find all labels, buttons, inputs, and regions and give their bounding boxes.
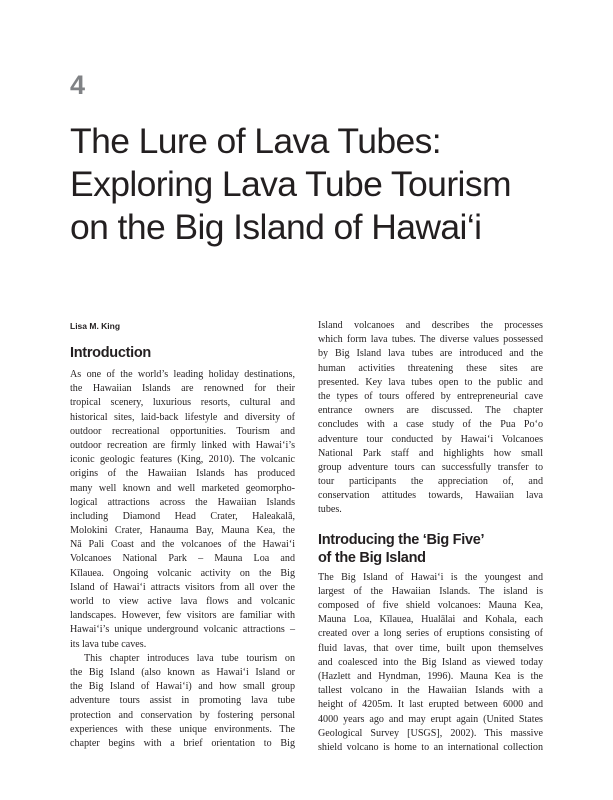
text-line: chapter begins with a brief orientation to Big	[70, 737, 295, 749]
text-line: human activities threatening these sites are	[318, 362, 543, 374]
text-line: by Big Island lava tubes are introduced and the	[318, 348, 543, 360]
text-line: origins of the Hawaiian Islands has produced	[70, 468, 295, 480]
text-line: height of 4205m. It last erupted between 6000 and	[318, 699, 543, 711]
text-line: its lava tube caves.	[70, 638, 147, 650]
text-line: protection and conservation by fostering personal	[70, 709, 295, 721]
text-line: tubes.	[318, 504, 342, 516]
chapter-number: 4	[70, 70, 86, 100]
text-line: the types of tours offered by entrepreneurial cave	[318, 390, 543, 402]
text-line: Nā Pali Coast and the volcanoes of the Hawai‘i	[70, 539, 295, 551]
text-line: the Big Island of Hawai‘i) and how small group	[70, 681, 295, 693]
text-line: entrance owners are discussed. The chapter	[318, 405, 543, 417]
text-line: The Big Island of Hawai‘i is the youngest and	[318, 571, 543, 583]
text-line: landscapes. However, few visitors are familiar with	[70, 610, 295, 622]
text-line: group adventure tours can successfully transfer to	[318, 461, 543, 473]
text-line: created over a long series of eruptions consisting of	[318, 628, 543, 640]
big-five-paragraph	[318, 571, 543, 755]
text-line: Kīlauea. Ongoing volcanic activity on the Big	[70, 567, 295, 579]
text-line: largest of the Hawaiian Islands. The island is	[318, 585, 543, 597]
text-line: experiences with these unique environments. The	[70, 723, 295, 735]
text-line: iconic geologic features (King, 2010). The volcanic	[70, 454, 295, 466]
introduction-heading	[70, 344, 295, 362]
text-line: As one of the world’s leading holiday destinations,	[70, 369, 295, 380]
text-line: Island volcanoes and describes the processes	[318, 320, 543, 331]
text-line: National Park staff and highlights how small	[318, 447, 543, 459]
text-line: This chapter introduces lava tube tourism on	[84, 652, 295, 664]
text-line: Molokini Crater, Hanauma Bay, Mauna Kea, the	[70, 525, 295, 537]
text-line: Hawai‘i’s unique underground volcanic attractions –	[70, 624, 295, 636]
introduction-paragraph-2	[70, 652, 295, 751]
chapter-title	[70, 120, 590, 249]
text-line: adventure tour conducted by Hawai‘i Volcanoes	[318, 433, 543, 445]
text-line: Volcanoes National Park – Mauna Loa and	[70, 553, 295, 565]
chapter-title-line: Exploring Lava Tube Tourism	[70, 164, 511, 204]
chapter-title-line: on the Big Island of Hawai‘i	[70, 207, 482, 247]
text-line: presented. Key lava tubes open to the public and	[318, 376, 543, 388]
text-line: Island of Hawai‘i attracts visitors from all over the	[70, 581, 295, 593]
text-line: outdoor recreational opportunities. Tourism and	[70, 425, 295, 437]
text-line: which form lava tubes. The diverse values possessed	[318, 334, 543, 346]
left-column	[70, 344, 295, 751]
right-column	[318, 319, 543, 755]
text-line: logical attractions across the Hawaiian Islands	[70, 496, 295, 508]
text-line: Mauna Loa, Kīlauea, Hualālai and Kohala, each	[318, 614, 543, 626]
text-line: the Hawaiian Islands are renowned for their	[70, 383, 295, 395]
heading-line: Introducing the ‘Big Five’	[318, 531, 485, 548]
author-name: Lisa M. King	[70, 321, 121, 331]
text-line: outdoor recreation are firmly linked with Hawai‘i’s	[70, 439, 295, 451]
text-line: historical sites, laid-back lifestyle and diversity of	[70, 411, 295, 423]
heading-text: Introduction	[70, 345, 151, 361]
text-line: shield volcano is home to an international collection	[318, 741, 543, 753]
text-line: composed of five shield volcanoes: Mauna Kea,	[318, 600, 543, 611]
text-line: tour participants the appreciation of, and	[318, 476, 543, 488]
text-line: and coalesced into the Big Island as viewed today	[318, 656, 543, 668]
text-line: Geological Survey [USGS], 2002). This massive	[318, 727, 543, 739]
chapter-title-line: The Lure of Lava Tubes:	[70, 121, 442, 161]
text-line: (Hazlett and Hyndman, 1996). Mauna Kea is the	[318, 670, 543, 682]
introduction-paragraph-1	[70, 368, 295, 652]
text-line: conservation attitudes towards, Hawaiian lava	[318, 490, 543, 502]
heading-line: of the Big Island	[318, 549, 426, 566]
text-line: tallest volcano in the Hawaiian Islands with a	[318, 685, 543, 697]
text-line: many well known and well marketed geomorpho-	[70, 482, 295, 494]
text-line: including Diamond Head Crater, Haleakalā,	[70, 510, 295, 522]
text-line: tropical scenery, luxurious resorts, cultural and	[70, 397, 295, 409]
text-line: the Big Island (also known as Hawai‘i Island or	[70, 666, 295, 678]
text-line: 4000 years ago and may erupt again (United States	[318, 713, 543, 725]
introduction-continuation	[318, 319, 543, 518]
text-line: concludes with a case study of the Pua Po‘o	[318, 419, 543, 431]
text-line: adventure tours assist in promoting lava tube	[70, 695, 295, 707]
big-five-heading	[318, 531, 543, 567]
text-line: fluid lavas, that over time, built upon themselves	[318, 642, 543, 654]
text-line: world to view active lava flows and volcanic	[70, 596, 295, 607]
